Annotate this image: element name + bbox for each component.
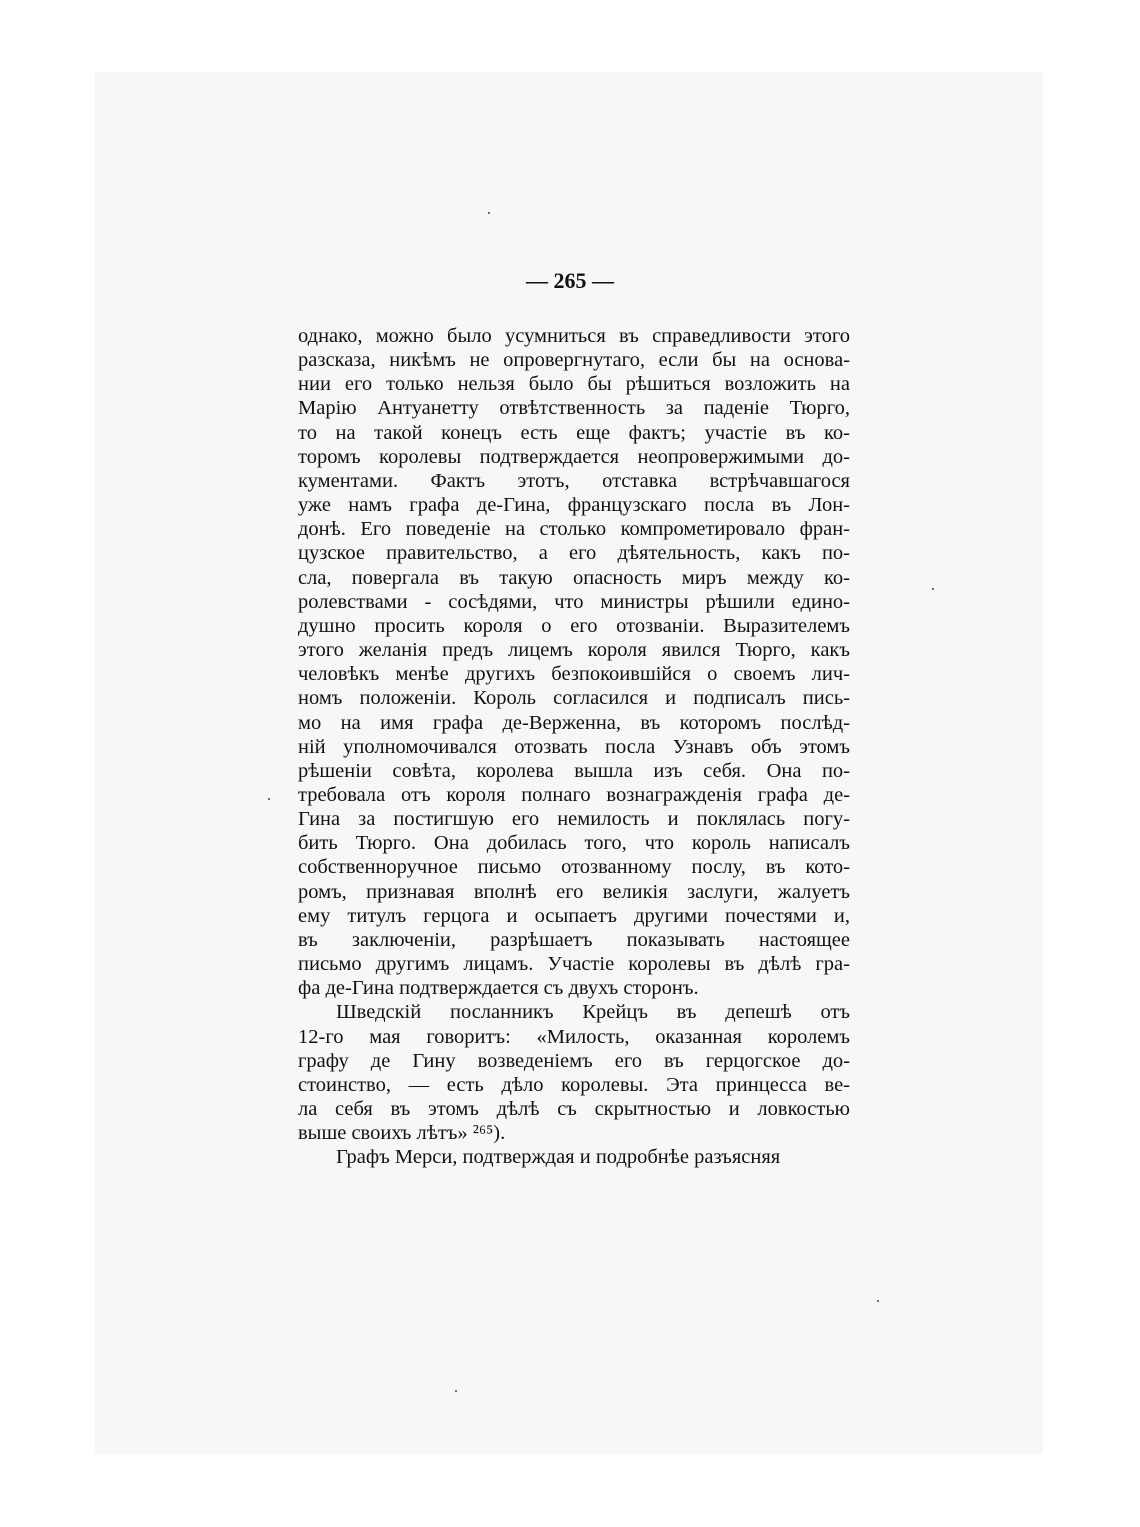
- text-line: однако, можно было усумниться въ справедливости этого: [298, 325, 850, 347]
- text-line: ній уполномочивался отозвать посла Узнавъ объ этомъ: [298, 735, 850, 758]
- text-line: то на такой конецъ есть еще фактъ; участіе въ ко-: [298, 421, 850, 444]
- text-line: ролевствами - сосѣдями, что министры рѣшили едино-: [298, 590, 850, 613]
- text-line: требовала отъ короля полнаго вознагражденія графа де-: [298, 783, 850, 806]
- scan-speck: [488, 212, 490, 214]
- text-line: цузское правительство, а его дѣятельность, какъ по-: [298, 542, 850, 565]
- text-line: душно просить короля о его отозваніи. Выразителемъ: [298, 614, 850, 637]
- text-line: Графъ Мерси, подтверждая и подробнѣе разъясняя: [336, 1146, 781, 1169]
- page-number-header: — 265 —: [526, 268, 614, 293]
- scan-speck: [455, 1390, 457, 1392]
- text-line: бить Тюрго. Она добилась того, что король написалъ: [298, 832, 850, 855]
- text-line: выше своихъ лѣтъ» ²⁶⁵).: [298, 1122, 506, 1145]
- text-line: номъ положеніи. Король согласился и подписалъ пись-: [298, 687, 850, 710]
- text-line: уже намъ графа де-Гина, французскаго посла въ Лон-: [298, 494, 850, 517]
- text-line: нии его только нельзя было бы рѣшиться возложить на: [298, 373, 850, 396]
- text-line: донѣ. Его поведеніе на столько компрометировало фран-: [298, 518, 850, 541]
- scan-speck: [268, 798, 270, 800]
- scan-speck: [877, 1300, 879, 1302]
- text-line: Гина за постигшую его немилость и поклялась погу-: [298, 808, 850, 831]
- text-line: Шведскій посланникъ Крейцъ въ депешѣ отъ: [336, 1001, 850, 1024]
- text-line: фа де-Гина подтверждается съ двухъ сторонъ.: [298, 977, 699, 1000]
- scan-speck: [932, 588, 934, 590]
- text-line: Марію Антуанетту отвѣтственность за паденіе Тюрго,: [298, 397, 850, 420]
- text-line: стоинство, — есть дѣло королевы. Эта принцесса ве-: [298, 1073, 850, 1096]
- text-line: ромъ, признавая вполнѣ его великія заслуги, жалуетъ: [298, 880, 850, 903]
- text-line: мо на имя графа де-Верженна, въ которомъ послѣд-: [298, 711, 850, 734]
- body-text: [298, 324, 850, 1169]
- text-line: въ заключеніи, разрѣшаетъ показывать настоящее: [298, 928, 850, 951]
- text-line: рѣшеніи совѣта, королева вышла изъ себя. Она по-: [298, 759, 850, 782]
- text-line: торомъ королевы подтверждается неопровержимыми до-: [298, 445, 850, 468]
- text-line: собственноручное письмо отозванному послу, въ кото-: [298, 856, 850, 879]
- text-line: разсказа, никѣмъ не опровергнутаго, если бы на основа-: [298, 349, 850, 372]
- text-line: кументами. Фактъ этотъ, отставка встрѣчавшагося: [298, 469, 850, 492]
- text-line: человѣкъ менѣе другихъ безпокоившійся о своемъ лич-: [298, 663, 850, 686]
- text-line: графу де Гину возведеніемъ его въ герцогское до-: [298, 1049, 850, 1072]
- text-line: 12-го мая говоритъ: «Милость, оказанная королемъ: [298, 1025, 850, 1048]
- text-line: ла себя въ этомъ дѣлѣ съ скрытностью и ловкостью: [298, 1098, 850, 1120]
- text-line: этого желанія предъ лицемъ короля явился Тюрго, какъ: [298, 639, 850, 662]
- text-line: сла, повергала въ такую опасность миръ между ко-: [298, 566, 850, 589]
- text-line: письмо другимъ лицамъ. Участіе королевы въ дѣлѣ гра-: [298, 953, 850, 976]
- text-line: ему титулъ герцога и осыпаетъ другими почестями и,: [298, 904, 850, 927]
